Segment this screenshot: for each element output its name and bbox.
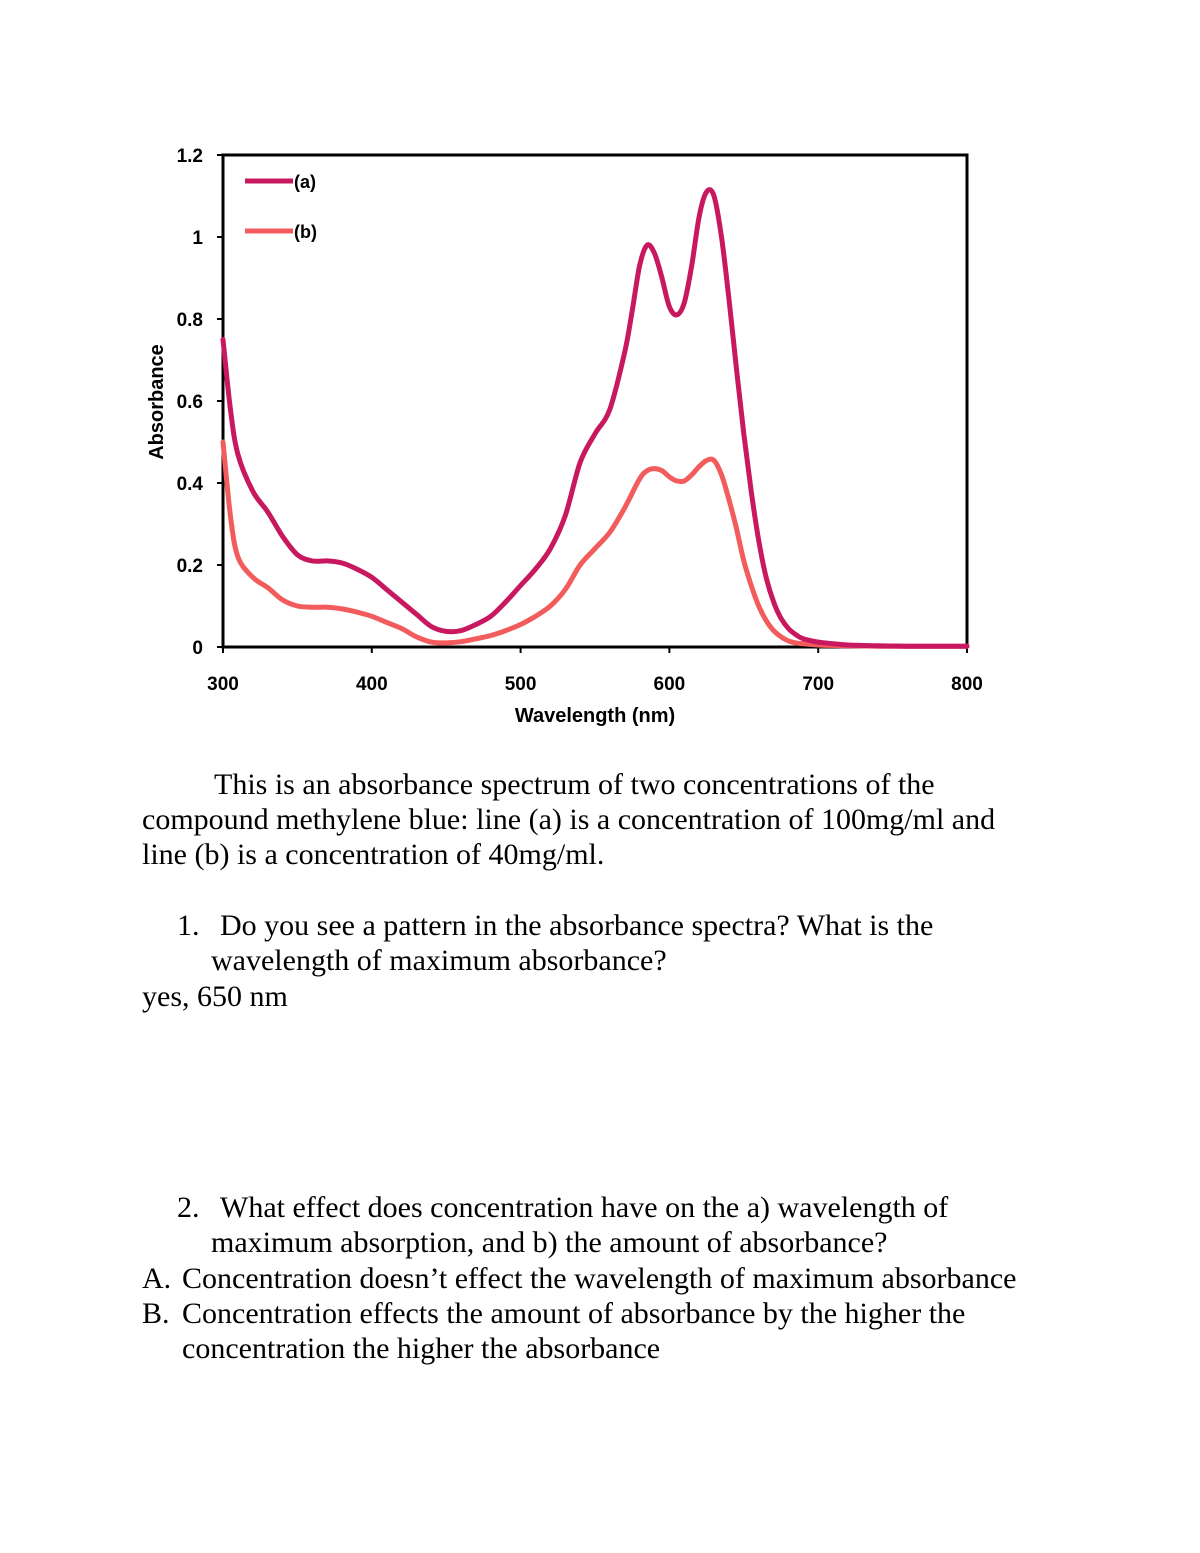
intro-line-3: line (b) is a concentration of 40mg/ml. <box>142 838 605 871</box>
x-tick-label: 800 <box>951 674 983 695</box>
answer-a: Concentration doesn’t effect the wavelength of maximum absorbance <box>182 1262 1017 1295</box>
plot-frame <box>223 155 967 647</box>
legend <box>245 172 317 242</box>
question-1-line-1: Do you see a pattern in the absorbance spectra? What is the <box>220 909 934 942</box>
y-tick-label: 0.2 <box>176 556 203 577</box>
series-lines <box>223 190 967 646</box>
y-tick-label: 1 <box>192 228 203 249</box>
answer-a-marker: A. <box>142 1262 172 1295</box>
answer-b-line-1: Concentration effects the amount of absorbance by the higher the <box>182 1297 966 1330</box>
y-tick-label: 0.6 <box>176 392 203 413</box>
y-tick-labels <box>177 146 223 659</box>
intro-line-2: compound methylene blue: line (a) is a concentration of 100mg/ml and <box>142 803 996 836</box>
question-1-number: 1. <box>177 909 200 942</box>
question-1-line-2: wavelength of maximum absorbance? <box>211 944 667 977</box>
x-tick-label: 400 <box>355 674 388 695</box>
x-axis-label: Wavelength (nm) <box>514 705 676 727</box>
answer-b-marker: B. <box>142 1297 170 1330</box>
answer-b-line-2: concentration the higher the absorbance <box>182 1332 661 1365</box>
x-tick-label: 500 <box>504 674 537 695</box>
intro-line-1: This is an absorbance spectrum of two concentrations of the <box>214 768 935 801</box>
y-tick-label: 0.4 <box>176 474 203 495</box>
series-line-b <box>223 442 967 646</box>
question-2-line-2: maximum absorption, and b) the amount of absorbance? <box>211 1226 888 1259</box>
absorbance-chart <box>0 0 1200 760</box>
x-tick-label: 700 <box>802 674 835 695</box>
legend-label-b: (b) <box>294 222 317 242</box>
legend-label-a: (a) <box>294 172 316 192</box>
question-2-number: 2. <box>177 1191 200 1224</box>
answer-1: yes, 650 nm <box>142 980 288 1013</box>
y-axis-label: Absorbance <box>146 344 168 460</box>
x-tick-label: 600 <box>653 674 686 695</box>
x-tick-labels <box>207 647 983 695</box>
y-tick-label: 0.8 <box>176 310 203 331</box>
series-line-a <box>223 190 967 646</box>
y-tick-label: 0 <box>192 638 203 659</box>
question-2-line-1: What effect does concentration have on the a) wavelength of <box>220 1191 949 1224</box>
y-tick-label: 1.2 <box>176 146 203 167</box>
x-tick-label: 300 <box>207 674 239 695</box>
